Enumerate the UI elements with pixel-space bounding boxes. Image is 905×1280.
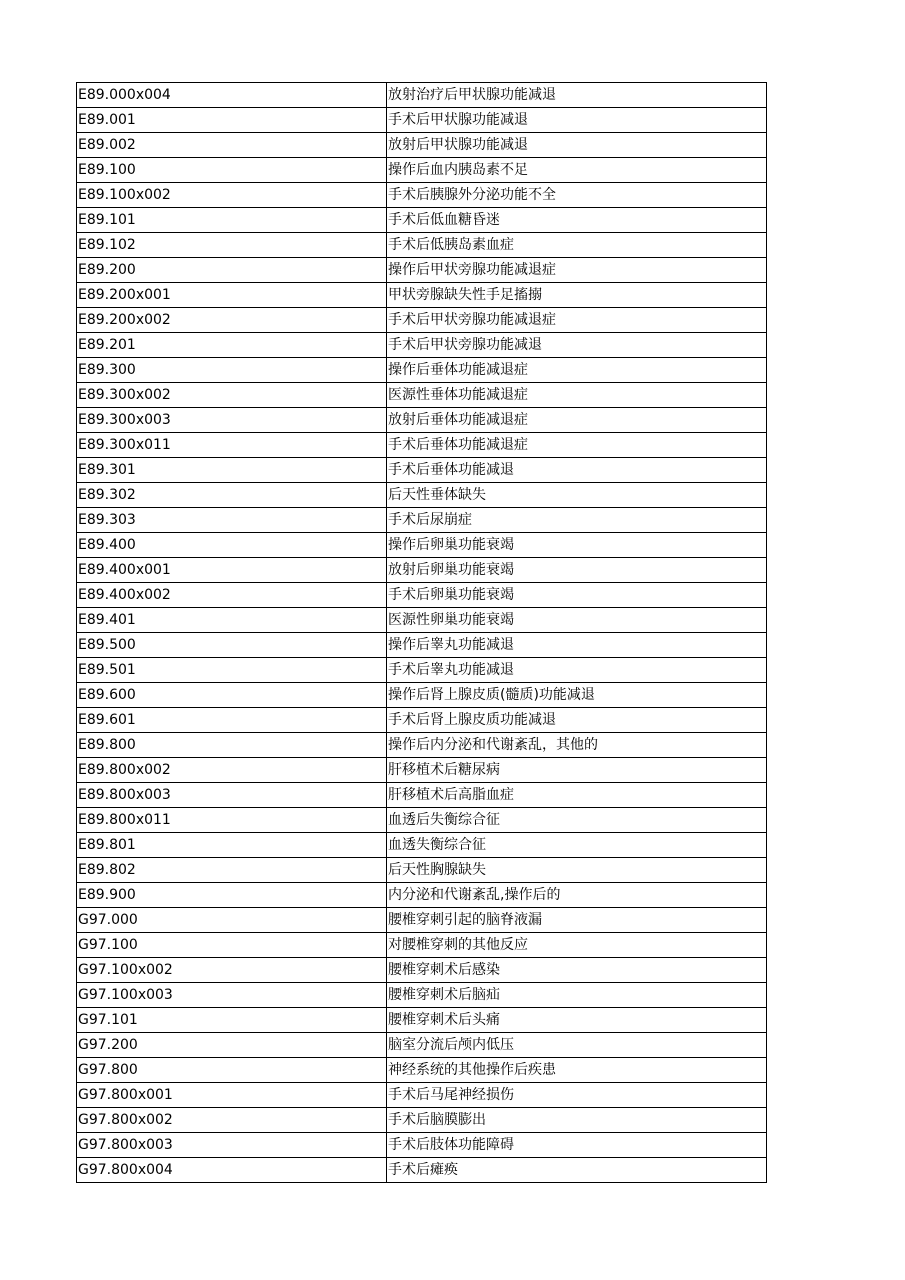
diagnosis-name-cell[interactable]: 手术后尿崩症 — [387, 508, 767, 533]
code-cell[interactable]: G97.100x002 — [77, 958, 387, 983]
code-cell[interactable]: E89.300x002 — [77, 383, 387, 408]
code-cell[interactable]: E89.800x003 — [77, 783, 387, 808]
diagnosis-name-cell[interactable]: 后天性胸腺缺失 — [387, 858, 767, 883]
table-row — [77, 408, 767, 433]
code-cell[interactable]: E89.302 — [77, 483, 387, 508]
table-row — [77, 983, 767, 1008]
code-cell[interactable]: E89.201 — [77, 333, 387, 358]
table-row — [77, 583, 767, 608]
code-cell[interactable]: E89.300x003 — [77, 408, 387, 433]
code-cell[interactable]: E89.800x002 — [77, 758, 387, 783]
code-cell[interactable]: E89.500 — [77, 633, 387, 658]
diagnosis-name-cell[interactable]: 手术后甲状腺功能减退 — [387, 108, 767, 133]
code-cell[interactable]: G97.000 — [77, 908, 387, 933]
table-row — [77, 533, 767, 558]
code-cell[interactable]: E89.002 — [77, 133, 387, 158]
diagnosis-name-cell[interactable]: 腰椎穿刺引起的脑脊液漏 — [387, 908, 767, 933]
diagnosis-name-cell[interactable]: 放射后垂体功能减退症 — [387, 408, 767, 433]
table-row — [77, 233, 767, 258]
table-row — [77, 933, 767, 958]
code-cell[interactable]: G97.800x004 — [77, 1158, 387, 1183]
code-cell[interactable]: E89.400 — [77, 533, 387, 558]
table-row — [77, 1008, 767, 1033]
diagnosis-name-cell[interactable]: 医源性卵巢功能衰竭 — [387, 608, 767, 633]
diagnosis-name-cell[interactable]: 手术后甲状旁腺功能减退症 — [387, 308, 767, 333]
table-row — [77, 158, 767, 183]
diagnosis-name-cell[interactable]: 操作后甲状旁腺功能减退症 — [387, 258, 767, 283]
diagnosis-name-cell[interactable]: 手术后肢体功能障碍 — [387, 1133, 767, 1158]
table-row — [77, 258, 767, 283]
code-cell[interactable]: G97.200 — [77, 1033, 387, 1058]
table-row — [77, 608, 767, 633]
diagnosis-name-cell[interactable]: 手术后脑膜膨出 — [387, 1108, 767, 1133]
code-cell[interactable]: G97.100 — [77, 933, 387, 958]
table-row — [77, 358, 767, 383]
diagnosis-name-cell[interactable]: 操作后垂体功能减退症 — [387, 358, 767, 383]
table-row — [77, 483, 767, 508]
code-cell[interactable]: E89.200x002 — [77, 308, 387, 333]
diagnosis-name-cell[interactable]: 操作后血内胰岛素不足 — [387, 158, 767, 183]
diagnosis-name-cell[interactable]: 神经系统的其他操作后疾患 — [387, 1058, 767, 1083]
table-row — [77, 708, 767, 733]
diagnosis-name-cell[interactable]: 腰椎穿刺术后脑疝 — [387, 983, 767, 1008]
table-row — [77, 633, 767, 658]
code-cell[interactable]: E89.102 — [77, 233, 387, 258]
table-row — [77, 133, 767, 158]
code-cell[interactable]: G97.800x002 — [77, 1108, 387, 1133]
table-row — [77, 1058, 767, 1083]
table-row — [77, 183, 767, 208]
code-cell[interactable]: E89.001 — [77, 108, 387, 133]
table-row — [77, 508, 767, 533]
code-cell[interactable]: G97.800x001 — [77, 1083, 387, 1108]
diagnosis-name-cell[interactable]: 肝移植术后高脂血症 — [387, 783, 767, 808]
code-cell[interactable]: E89.101 — [77, 208, 387, 233]
diagnosis-name-cell[interactable]: 后天性垂体缺失 — [387, 483, 767, 508]
diagnosis-name-cell[interactable]: 放射治疗后甲状腺功能减退 — [387, 83, 767, 108]
table-row — [77, 758, 767, 783]
diagnosis-name-cell[interactable]: 血透失衡综合征 — [387, 833, 767, 858]
table-row — [77, 208, 767, 233]
diagnosis-name-cell[interactable]: 血透后失衡综合征 — [387, 808, 767, 833]
table-row — [77, 1033, 767, 1058]
table-row — [77, 1108, 767, 1133]
diagnosis-name-cell[interactable]: 甲状旁腺缺失性手足搐搦 — [387, 283, 767, 308]
diagnosis-name-cell[interactable]: 手术后睾丸功能减退 — [387, 658, 767, 683]
diagnosis-name-cell[interactable]: 内分泌和代谢紊乱,操作后的 — [387, 883, 767, 908]
diagnosis-name-cell[interactable]: 手术后低血糖昏迷 — [387, 208, 767, 233]
table-row — [77, 858, 767, 883]
code-cell[interactable]: G97.101 — [77, 1008, 387, 1033]
diagnosis-name-cell[interactable]: 脑室分流后颅内低压 — [387, 1033, 767, 1058]
diagnosis-name-cell[interactable]: 手术后马尾神经损伤 — [387, 1083, 767, 1108]
table-row — [77, 833, 767, 858]
code-cell[interactable]: E89.300x011 — [77, 433, 387, 458]
table-row — [77, 658, 767, 683]
code-cell[interactable]: E89.303 — [77, 508, 387, 533]
diagnosis-name-cell[interactable]: 手术后卵巢功能衰竭 — [387, 583, 767, 608]
diagnosis-name-cell[interactable]: 操作后肾上腺皮质(髓质)功能减退 — [387, 683, 767, 708]
diagnosis-name-cell[interactable]: 对腰椎穿刺的其他反应 — [387, 933, 767, 958]
code-cell[interactable]: E89.801 — [77, 833, 387, 858]
code-cell[interactable]: E89.300 — [77, 358, 387, 383]
diagnosis-name-cell[interactable]: 手术后肾上腺皮质功能减退 — [387, 708, 767, 733]
diagnosis-name-cell[interactable]: 操作后睾丸功能减退 — [387, 633, 767, 658]
diagnosis-name-cell[interactable]: 肝移植术后糖尿病 — [387, 758, 767, 783]
table-row — [77, 433, 767, 458]
table-row — [77, 1083, 767, 1108]
diagnosis-name-cell[interactable]: 手术后甲状旁腺功能减退 — [387, 333, 767, 358]
table-row — [77, 108, 767, 133]
table-row — [77, 883, 767, 908]
code-cell[interactable]: E89.601 — [77, 708, 387, 733]
diagnosis-name-cell[interactable]: 手术后胰腺外分泌功能不全 — [387, 183, 767, 208]
table-row — [77, 308, 767, 333]
table-row — [77, 908, 767, 933]
code-cell[interactable]: E89.600 — [77, 683, 387, 708]
code-cell[interactable]: E89.301 — [77, 458, 387, 483]
diagnosis-name-cell[interactable]: 腰椎穿刺术后感染 — [387, 958, 767, 983]
table-row — [77, 383, 767, 408]
diagnosis-name-cell[interactable]: 操作后内分泌和代谢紊乱，其他的 — [387, 733, 767, 758]
diagnosis-name-cell[interactable]: 手术后低胰岛素血症 — [387, 233, 767, 258]
code-cell[interactable]: E89.200x001 — [77, 283, 387, 308]
code-cell[interactable]: E89.400x001 — [77, 558, 387, 583]
table-row — [77, 333, 767, 358]
code-cell[interactable]: G97.800 — [77, 1058, 387, 1083]
diagnosis-name-cell[interactable]: 腰椎穿刺术后头痛 — [387, 1008, 767, 1033]
table-row — [77, 783, 767, 808]
table-row — [77, 283, 767, 308]
spreadsheet-page — [76, 82, 766, 1183]
code-cell[interactable]: E89.000x004 — [77, 83, 387, 108]
table-row — [77, 83, 767, 108]
table-row — [77, 1133, 767, 1158]
code-cell[interactable]: E89.800x011 — [77, 808, 387, 833]
code-cell[interactable]: G97.800x003 — [77, 1133, 387, 1158]
code-cell[interactable]: E89.400x002 — [77, 583, 387, 608]
table-row — [77, 958, 767, 983]
diagnosis-code-table — [76, 82, 767, 1183]
code-cell[interactable]: E89.501 — [77, 658, 387, 683]
diagnosis-name-cell[interactable]: 医源性垂体功能减退症 — [387, 383, 767, 408]
table-row — [77, 1158, 767, 1183]
table-row — [77, 733, 767, 758]
code-cell[interactable]: E89.800 — [77, 733, 387, 758]
code-cell[interactable]: G97.100x003 — [77, 983, 387, 1008]
diagnosis-name-cell[interactable]: 操作后卵巢功能衰竭 — [387, 533, 767, 558]
code-cell[interactable]: E89.900 — [77, 883, 387, 908]
code-cell[interactable]: E89.401 — [77, 608, 387, 633]
code-cell[interactable]: E89.100x002 — [77, 183, 387, 208]
table-row — [77, 458, 767, 483]
table-row — [77, 683, 767, 708]
diagnosis-name-cell[interactable]: 放射后卵巢功能衰竭 — [387, 558, 767, 583]
code-cell[interactable]: E89.200 — [77, 258, 387, 283]
table-row — [77, 808, 767, 833]
table-row — [77, 558, 767, 583]
diagnosis-name-cell[interactable]: 放射后甲状腺功能减退 — [387, 133, 767, 158]
diagnosis-name-cell[interactable]: 手术后垂体功能减退 — [387, 458, 767, 483]
diagnosis-name-cell[interactable]: 手术后瘫痪 — [387, 1158, 767, 1183]
diagnosis-name-cell[interactable]: 手术后垂体功能减退症 — [387, 433, 767, 458]
table-body — [77, 83, 767, 1183]
code-cell[interactable]: E89.802 — [77, 858, 387, 883]
code-cell[interactable]: E89.100 — [77, 158, 387, 183]
